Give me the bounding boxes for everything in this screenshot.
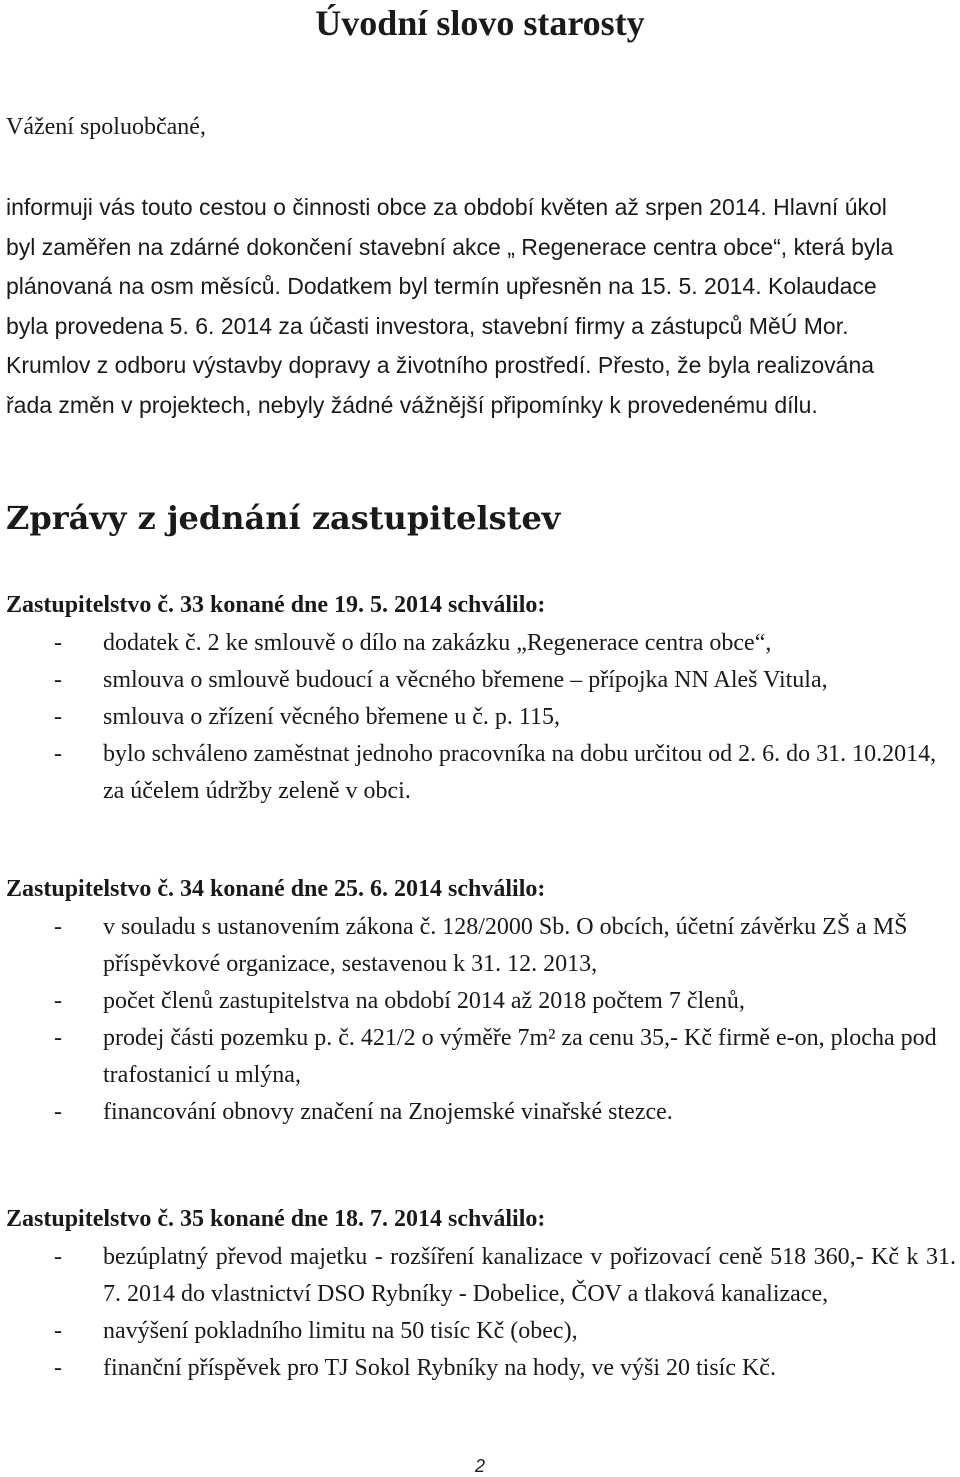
list-item	[6, 1020, 956, 1094]
list-item	[6, 736, 956, 810]
item-text: navýšení pokladního limitu na 50 tisíc Kč (obec),	[103, 1318, 578, 1344]
intro-paragraph	[6, 188, 956, 425]
item-text: smlouva o smlouvě budoucí a věcného břemene – přípojka NN Aleš Vitula,	[103, 667, 828, 693]
list-item	[6, 699, 956, 736]
session-34	[6, 874, 956, 1131]
item-text: financování obnovy značení na Znojemské vinařské stezce.	[103, 1099, 673, 1125]
intro-line: Krumlov z odboru výstavby dopravy a životního prostředí. Přesto, že byla realizována	[6, 352, 875, 378]
list-item	[6, 909, 956, 983]
intro-line: informuji vás touto cestou o činnosti obce za období květen až srpen 2014. Hlavní úkol	[6, 194, 887, 220]
bullet-dash: -	[54, 988, 62, 1014]
page-title: Úvodní slovo starosty	[315, 3, 645, 43]
list-item	[6, 1239, 956, 1313]
bullet-dash: -	[54, 667, 62, 693]
bullet-dash: -	[54, 914, 62, 940]
bullet-dash: -	[54, 741, 62, 767]
item-text: dodatek č. 2 ke smlouvě o dílo na zakázku „Regenerace centra obce“,	[103, 630, 772, 656]
item-text: bezúplatný převod majetku - rozšíření kanalizace v pořizovací ceně 518 360,- Kč k 31. 7. 2014 do vlastnictví DSO Rybníky - Dobelice, ČOV a tlaková kanalizace,	[103, 1244, 956, 1307]
resolution-list	[6, 909, 956, 1131]
bullet-dash: -	[54, 1355, 62, 1381]
list-item	[6, 1350, 956, 1387]
bullet-dash: -	[54, 1099, 62, 1125]
item-text: finanční příspěvek pro TJ Sokol Rybníky na hody, ve výši 20 tisíc Kč.	[103, 1355, 776, 1381]
session-heading: Zastupitelstvo č. 34 konané dne 25. 6. 2014 schválilo:	[6, 876, 546, 902]
intro-line: plánovaná na osm měsíců. Dodatkem byl termín upřesněn na 15. 5. 2014. Kolaudace	[6, 273, 877, 299]
session-35	[6, 1204, 956, 1387]
bullet-dash: -	[54, 1318, 62, 1344]
bullet-dash: -	[54, 1244, 62, 1270]
session-heading: Zastupitelstvo č. 33 konané dne 19. 5. 2014 schválilo:	[6, 592, 546, 618]
list-item	[6, 625, 956, 662]
section-title: Zprávy z jednání zastupitelstev	[6, 499, 561, 537]
session-heading: Zastupitelstvo č. 35 konané dne 18. 7. 2014 schválilo:	[6, 1206, 546, 1232]
item-text: v souladu s ustanovením zákona č. 128/2000 Sb. O obcích, účetní závěrku ZŠ a MŠ příspěvkové organizace, sestavenou k 31. 12. 2013,	[103, 914, 908, 977]
intro-line: byl zaměřen na zdárné dokončení stavební akce „ Regenerace centra obce“, která byla	[6, 233, 894, 260]
session-33	[6, 590, 956, 810]
bullet-dash: -	[54, 1025, 62, 1051]
item-text: smlouva o zřízení věcného břemene u č. p. 115,	[103, 704, 560, 730]
bullet-dash: -	[54, 704, 62, 730]
item-text: prodej části pozemku p. č. 421/2 o výměře 7m² za cenu 35,- Kč firmě e-on, plocha pod trafostanicí u mlýna,	[103, 1025, 937, 1088]
page-number: 2	[474, 1456, 485, 1476]
list-item	[6, 983, 956, 1020]
item-text: bylo schváleno zaměstnat jednoho pracovníka na dobu určitou od 2. 6. do 31. 10.2014, za účelem údržby zeleně v obci.	[103, 741, 937, 804]
intro-line: řada změn v projektech, nebyly žádné vážnější připomínky k provedenému dílu.	[6, 391, 818, 418]
intro-line: byla provedena 5. 6. 2014 za účasti investora, stavební firmy a zástupců MěÚ Mor.	[6, 312, 849, 339]
list-item	[6, 662, 956, 699]
resolution-list	[6, 625, 956, 810]
resolution-list	[6, 1239, 956, 1387]
list-item	[6, 1313, 956, 1350]
list-item	[6, 1094, 956, 1131]
item-text: počet členů zastupitelstva na období 2014 až 2018 počtem 7 členů,	[103, 988, 745, 1014]
greeting: Vážení spoluobčané,	[6, 114, 206, 140]
bullet-dash: -	[54, 630, 62, 656]
